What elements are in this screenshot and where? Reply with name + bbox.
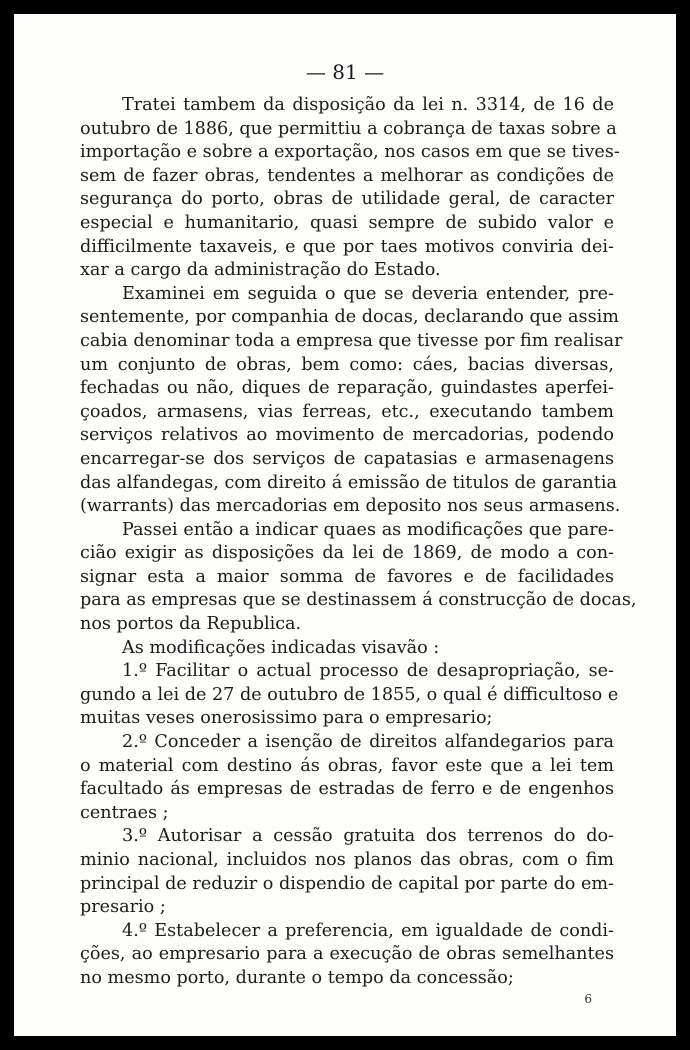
text-line: 3.º Autorisar a cessão gratuita dos terrenos do do- [122,826,614,847]
text-line: segurança do porto, obras de utilidade geral, de caracter [80,189,614,210]
text-line: o material com destino ás obras, favor este que a lei tem [80,755,614,776]
text-line: das alfandegas, com direito á emissão de titulos de garantia [80,472,617,493]
text-line: muitas veses onerosissimo para o empresario; [80,708,493,729]
text-line: serviços relativos ao movimento de mercadorias, podendo [80,425,614,446]
text-line: Examinei em seguida o que se deveria entender, pre- [122,283,614,304]
text-line: sem de fazer obras, tendentes a melhorar as condições de [80,165,614,186]
text-line: um conjunto de obras, bem como: cáes, bacias diversas, [80,354,614,375]
text-line: minio nacional, incluidos nos planos das obras, com o fim [80,850,614,870]
text-line: Passei então a indicar quaes as modificações que pare- [122,519,614,540]
paragraph [80,637,614,661]
list-item [80,731,614,825]
text-line: cabia denominar toda a empresa que tivesse por fim realisar [80,330,623,351]
text-line: gundo a lei de 27 de outubro de 1855, o qual é difficultoso e [80,684,619,705]
text-line: especial e humanitario, quasi sempre de subido valor e [80,212,614,233]
page-body [80,94,637,991]
paragraph [80,283,623,519]
text-line: centraes ; [80,802,169,823]
text-line: (warrants) das mercadorias em deposito nos seus armasens. [80,496,621,517]
text-line: difficilmente taxaveis, e que por taes motivos conviria dei- [80,236,614,257]
text-line: 4.º Estabelecer a preferencia, em igualdade de condi- [122,920,614,941]
signature-mark: 6 [584,992,592,1006]
text-line: As modificações indicadas visavão : [122,637,440,658]
text-line: ções, ao empresario para a execução de obras semelhantes [80,944,614,965]
text-line: signar esta a maior somma de favores e de facilidades [80,566,614,587]
text-line: encarregar-se dos serviços de capatasias e armasenagens [80,448,614,469]
text-line: facultado ás empresas de estradas de ferro e de engenhos [80,779,614,800]
text-line: outubro de 1886, que permittiu a cobrança de taxas sobre a [80,118,617,139]
page-number: — 81 — [305,60,385,84]
text-line: çoados, armasens, vias ferreas, etc., executando tambem [80,401,614,422]
text-line: presario ; [80,897,166,918]
text-line: para as empresas que se destinassem á construcção de docas, [80,590,637,611]
paragraph [80,519,637,637]
text-line: no mesmo porto, durante o tempo da concessão; [80,967,514,988]
text-line: cião exigir as disposições da lei de 1869, de modo a con- [80,543,614,564]
text-line: Tratei tambem da disposição da lei n. 3314, de 16 de [122,95,614,115]
text-line: nos portos da Republica. [80,614,302,635]
text-line: sentemente, por companhia de docas, declarando que assim [80,307,619,328]
text-line: 1.º Facilitar o actual processo de desapropriação, se- [122,661,614,682]
text-line: fechadas ou não, diques de reparação, guindastes aperfei- [80,378,614,399]
paragraph [80,94,620,283]
book-page [14,14,676,1036]
text-line: xar a cargo da administração do Estado. [80,260,441,281]
list-item [80,920,614,991]
text-line: 2.º Conceder a isenção de direitos alfandegarios para [122,732,614,753]
list-item [80,825,614,919]
text-line: principal de reduzir o dispendio de capital por parte do em- [80,873,614,894]
text-line: importação e sobre a exportação, nos casos em que se tives- [80,142,620,163]
list-item [80,660,619,731]
